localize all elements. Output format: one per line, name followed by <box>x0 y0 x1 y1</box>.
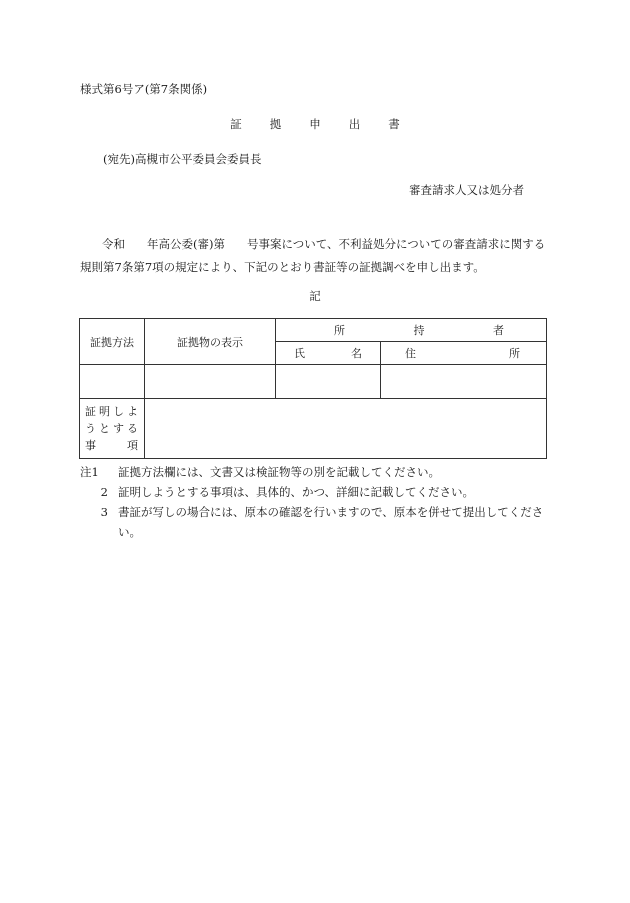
evidence-table <box>79 318 547 459</box>
prove-matter-cell[interactable] <box>145 399 547 459</box>
form-number: 様式第6号ア(第7条関係) <box>80 82 208 96</box>
name-char: 名 <box>351 347 362 360</box>
body-paragraph <box>80 233 548 279</box>
holder-char: 所 <box>334 324 345 337</box>
holder-char: 持 <box>413 324 425 337</box>
document-title <box>0 116 630 132</box>
note-text: 書証が写しの場合には、原本の確認を行いますので、原本を併せて提出してください。 <box>118 505 544 539</box>
case-prefix: 年高公委(審)第 <box>147 237 225 251</box>
address-header <box>381 342 547 365</box>
era-label: 令和 <box>102 237 125 251</box>
requester-label: 審査請求人又は処分者 <box>409 183 524 197</box>
note-number: 注1 <box>80 465 99 479</box>
notes <box>80 462 550 542</box>
title-char: 書 <box>388 117 400 131</box>
holder-address-cell[interactable] <box>381 365 547 399</box>
note-text: 証明しようとする事項は、具体的、かつ、詳細に記載してください。 <box>118 485 475 499</box>
note-item <box>80 482 550 502</box>
title-char: 証 <box>230 117 242 131</box>
note-number: 3 <box>100 505 108 519</box>
title-char: 拠 <box>269 117 282 131</box>
display-header: 証拠物の表示 <box>145 319 276 365</box>
method-cell[interactable] <box>80 365 145 399</box>
holder-char: 者 <box>493 324 504 337</box>
prove-matter-label: 証明しようとする事項 <box>80 399 145 459</box>
body-main: 号事案について、不利益処分についての審査請求に関する規則第7条第7項の規定により、下記のとおり書証等の証拠調べを申し出ます。 <box>80 237 546 274</box>
display-cell[interactable] <box>145 365 276 399</box>
address-char: 所 <box>509 347 520 360</box>
holder-name-cell[interactable] <box>276 365 381 399</box>
address-char: 住 <box>405 347 416 360</box>
ki-heading: 記 <box>309 289 321 303</box>
name-header <box>276 342 381 365</box>
addressee: (宛先)高槻市公平委員会委員長 <box>103 152 262 166</box>
note-item <box>80 502 550 542</box>
title-char: 出 <box>348 117 361 131</box>
title-char: 申 <box>309 117 321 131</box>
name-char: 氏 <box>294 347 305 360</box>
note-text: 証拠方法欄には、文書又は検証物等の別を記載してください。 <box>118 465 440 479</box>
note-item <box>80 462 550 482</box>
holder-header <box>276 319 547 342</box>
method-header: 証拠方法 <box>80 319 145 365</box>
note-number: 2 <box>100 485 108 499</box>
